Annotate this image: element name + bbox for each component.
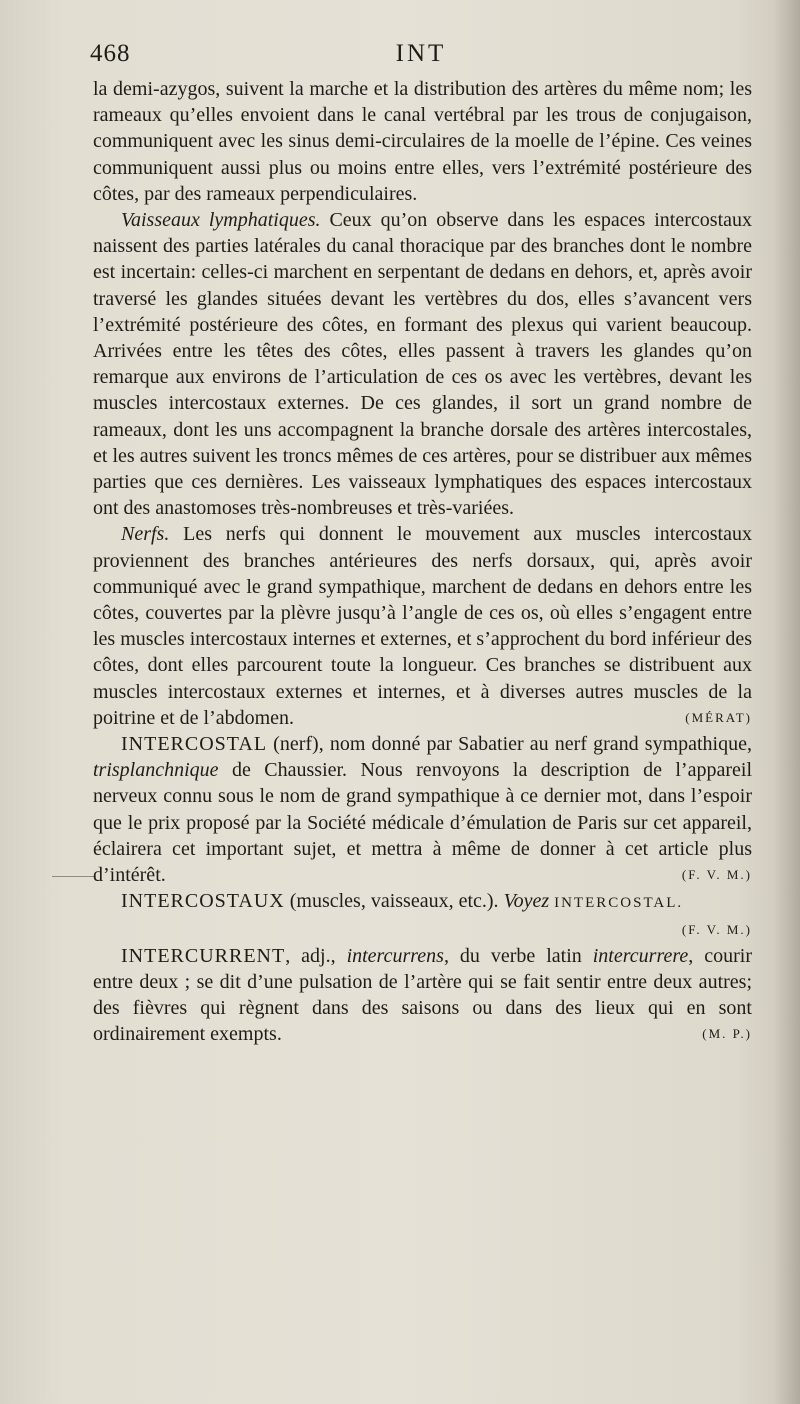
entry-text: , courir entre deux ; se dit d’une pulsation de l’artère qui se fait sentir entre deux autres; des fièvres qui règnent dans des saisons ou dans des lieux qui en sont ordinairement exempts. (93, 944, 752, 1046)
paragraph-veins (93, 76, 752, 207)
entry-headword: INTERCOSTAL (121, 733, 268, 756)
section-lead: Vaisseaux lymphatiques. (121, 209, 321, 232)
entry-headword: INTERCURRENT (121, 944, 286, 967)
paragraph-nerves (93, 521, 752, 731)
paragraph-text: Ceux qu’on observe dans les espaces intercostaux naissent des parties latérales du canal thoracique par des branches dont le nombre est incertain: celles-ci marchent en serpentant de dedans en dehors, et, après avoir traversé les glandes situées devant les vertèbres du dos, elles s’avancent vers l’extrémité postérieure des côtes, en formant des plexus qui varient beaucoup. Arrivées entre les têtes des côtes, elles passent à travers les glandes qu’on remarque aux environs de l’articulation de ces os avec les vertèbres, devant les muscles intercostaux externes. De ces glandes, il sort un grand nombre de rameaux, dont les uns accompagnent la branche dorsale des artères intercostales, et les autres suivent les troncs mêmes de ces artères, pour se distribuer aux mêmes parties que ces dernières. Les vaisseaux lymphatiques des espaces intercostaux ont des anastomoses très-nombreuses et très-variées. (93, 209, 752, 520)
author-signature: (F. V. M.) (681, 921, 752, 937)
paragraph-text: la demi-azygos, suivent la marche et la distribution des artères du même nom; les rameaux qu’elles envoient dans le canal vertébral par les trous de conjugaison, communiquent avec les sinus demi-circulaires de la moelle de l’épine. Ces veines communiquent aussi plus ou moins entre elles, vers l’extrémité postérieure des côtes, par des rameaux perpendiculaires. (93, 78, 752, 205)
entry-intercurrent (93, 943, 752, 1048)
entry-intercostaux (93, 888, 752, 937)
body-text (93, 76, 752, 1048)
paragraph-lymphatics (93, 207, 752, 521)
cross-reference-target: INTERCOSTAL. (554, 895, 684, 912)
section-lead: Nerfs. (121, 523, 170, 546)
entry-text: , du verbe latin (443, 944, 593, 967)
author-signature: (M. P.) (702, 1026, 752, 1042)
entry-latin-verb: intercurrere (592, 944, 689, 967)
entry-text: (muscles, vaisseaux, etc.). (284, 890, 504, 913)
running-title: INT (395, 40, 447, 67)
margin-mark (52, 876, 96, 877)
entry-text: , adj., (285, 944, 347, 967)
entry-text: de Chaussier. Nous renvoyons la description de l’appareil nerveux connu sous le nom de grand sympathique à ce dernier mot, dans l’espoir que le prix proposé par la Société médicale d’émulation de Paris sur cet appareil, éclairera cet important sujet, et mettra à même de donner à cet article plus d’intérêt. (93, 759, 752, 887)
author-signature: (MÉRAT) (685, 709, 752, 725)
author-signature: (F. V. M.) (681, 867, 752, 883)
entry-text: (nerf), nom donné par Sabatier au nerf grand sympathique, (267, 733, 752, 756)
page-number: 468 (90, 40, 131, 67)
paragraph-text: Les nerfs qui donnent le mouvement aux muscles intercostaux proviennent des branches antérieures des nerfs dorsaux, qui, après avoir communiqué avec le grand sympathique, marchent de dedans en dehors entre les côtes, couvertes par la plèvre jusqu’à l’angle de ces os, où elles s’engagent entre les muscles intercostaux internes et externes, et s’approchent du bord inférieur des côtes, dont elles parcourent toute la longueur. Ces branches se distribuent aux muscles intercostaux externes et internes, et à diverses autres muscles de la poitrine et de l’abdomen. (93, 523, 752, 729)
page-edge-shadow (774, 0, 800, 1404)
entry-term: trisplanchnique (93, 759, 219, 782)
entry-intercostal (93, 731, 752, 888)
entry-headword: INTERCOSTAUX (121, 890, 285, 913)
cross-reference-label: Voyez (503, 890, 550, 913)
running-head (90, 40, 752, 72)
entry-latin-term: intercurrens (346, 944, 444, 967)
